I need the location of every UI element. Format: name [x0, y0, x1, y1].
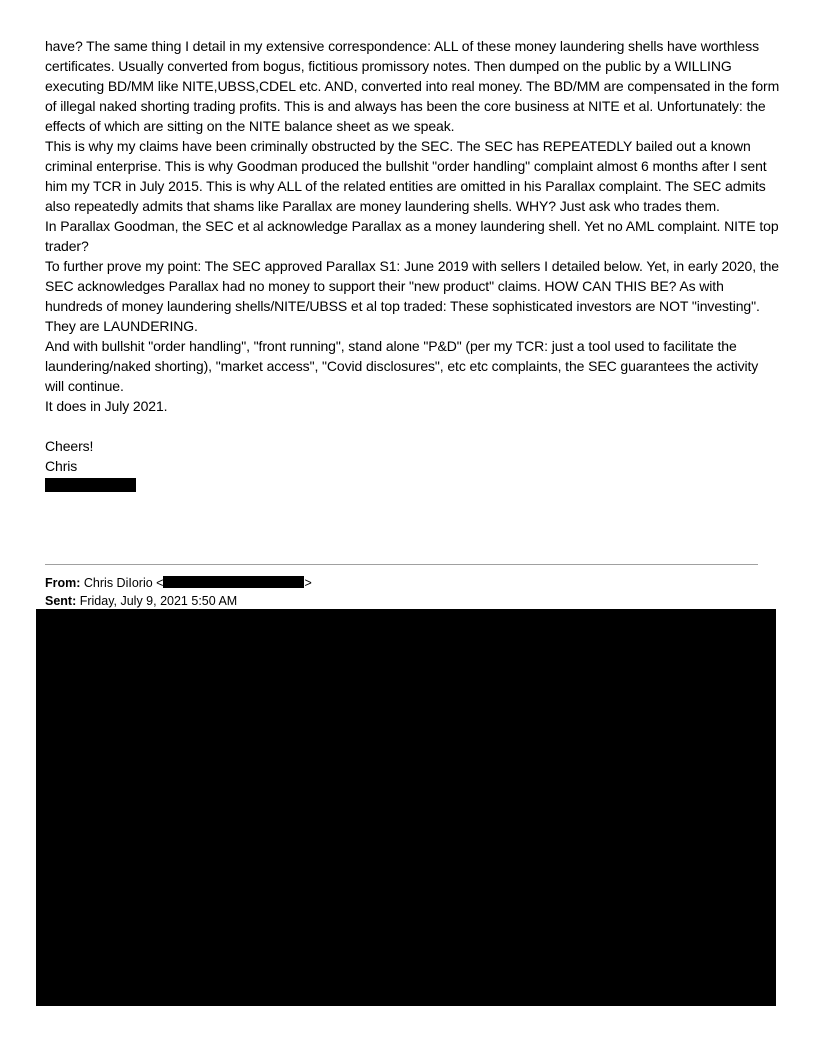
body-paragraph-2: This is why my claims have been criminally obstructed by the SEC. The SEC has REPEATEDLY bailed out a known criminal enterprise. This is why Goodman produced the bullshit "order handling" complaint almost 6 months after I sent him my TCR in July 2015. This is why ALL of the related entities are omitted in his Parallax complaint. The SEC admits also repeatedly admits that shams like Parallax are money laundering shells. WHY? Just ask who trades them. [45, 138, 767, 214]
redaction-block-signature [45, 478, 136, 492]
from-name: Chris DiIorio < [83, 576, 164, 590]
from-line [45, 574, 312, 592]
signature-name: Chris [45, 458, 78, 474]
body-paragraph-5: And with bullshit "order handling", "front running", stand alone "P&D" (per my TCR: just a tool used to facilitate the laundering/naked shorting), "market access", "Covid disclosures", etc etc complaints, the SEC guarantees the activity will continue. [45, 338, 759, 394]
from-suffix: > [304, 576, 312, 590]
sent-label: Sent: [45, 594, 77, 608]
body-paragraph-4: To further prove my point: The SEC approved Parallax S1: June 2019 with sellers I detailed below. Yet, in early 2020, the SEC acknowledges Parallax had no money to support their "new product" claims. HOW CAN THIS BE? As with hundreds of money laundering shells/NITE/UBSS et al top traded: These sophisticated investors are NOT "investing". They are LAUNDERING. [45, 258, 779, 334]
redaction-block-email-address [163, 576, 304, 588]
body-paragraph-6: It does in July 2021. [45, 398, 168, 414]
quoted-message-divider [45, 564, 758, 565]
body-paragraph-3: In Parallax Goodman, the SEC et al acknowledge Parallax as a money laundering shell. Yet no AML complaint. NITE top trader? [45, 218, 779, 254]
email-body [45, 36, 780, 492]
closing-text: Cheers! [45, 438, 94, 454]
sent-line [45, 592, 312, 610]
body-paragraph-1: have? The same thing I detail in my extensive correspondence: ALL of these money laundering shells have worthless certificates. Usually converted from bogus, fictitious promissory notes. Then dumped on the public by a WILLING executing BD/MM like NITE,UBSS,CDEL etc. AND, converted into real money. The BD/MM are compensated in the form of illegal naked shorting trading profits. This is and always has been the core business at NITE et al. Unfortunately: the effects of which are sitting on the NITE balance sheet as we speak. [45, 38, 780, 134]
quoted-message-header [45, 574, 312, 610]
redaction-block-large [36, 609, 776, 1006]
sent-value: Friday, July 9, 2021 5:50 AM [79, 594, 238, 608]
spacer [45, 416, 780, 436]
from-label: From: [45, 576, 81, 590]
